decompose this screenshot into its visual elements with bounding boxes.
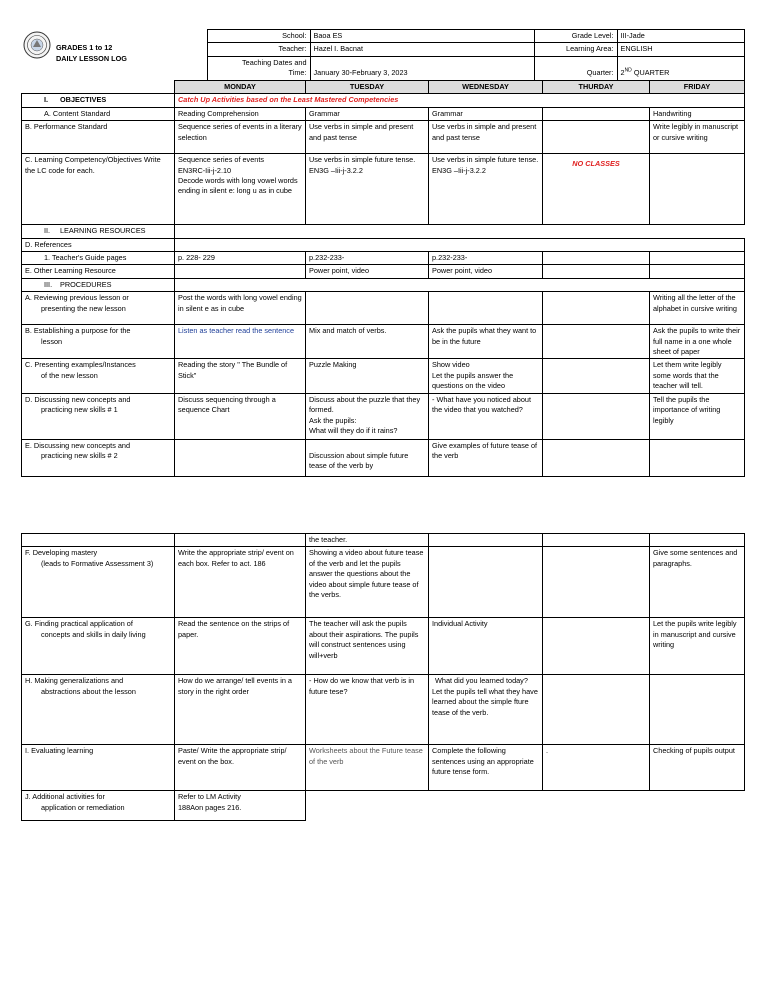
- objectives-label: OBJECTIVES: [60, 95, 107, 105]
- proc-h-wed-line2: Let the pupils tell what they have learned about the simple fture tease of the verb.: [432, 686, 538, 717]
- proc-j-label: [22, 791, 175, 821]
- proc-i-wed: Complete the following sentences using an appropriate future tense form.: [429, 745, 543, 791]
- proc-d-tue-line1: Discuss about the puzzle that they formed.: [309, 394, 421, 415]
- objectives-num: I.: [44, 95, 49, 105]
- proc-g-mon: Read the sentence on the strips of paper.: [175, 618, 306, 675]
- proc-h-mon: How do we arrange/ tell events in a story in the right order: [175, 675, 306, 745]
- proc-a-label-line1: A. Reviewing previous lesson or: [25, 293, 129, 303]
- day-monday: MONDAY: [175, 81, 306, 94]
- lesson-log-table-page1: [21, 80, 745, 477]
- procedures-num: III.: [44, 279, 53, 289]
- day-thursday: THURDAY: [543, 81, 650, 94]
- tg-pages-mon: p. 228- 229: [175, 252, 306, 265]
- no-classes-note: NO CLASSES: [543, 154, 650, 225]
- performance-standard-tue: Use verbs in simple and present and past tense: [306, 121, 429, 154]
- content-standard-mon: Reading Comprehension: [175, 107, 306, 120]
- performance-standard-wed: Use verbs in simple and present and past tense: [429, 121, 543, 154]
- proc-c-mon: Reading the story " The Bundle of Stick": [175, 359, 306, 393]
- dates-label: [207, 56, 310, 80]
- proc-f-fri: Give some sentences and paragraphs.: [650, 547, 745, 618]
- quarter-label: Quarter:: [534, 56, 617, 80]
- tg-pages-label: 1. Teacher's Guide pages: [22, 252, 175, 265]
- day-friday: FRIDAY: [650, 81, 745, 94]
- proc-c-tue: Puzzle Making: [306, 359, 429, 393]
- proc-j-mon: [175, 791, 306, 821]
- proc-h-label: [22, 675, 175, 745]
- proc-c-label-line1: C. Presenting examples/Instances: [25, 360, 136, 370]
- day-tuesday: TUESDAY: [306, 81, 429, 94]
- proc-d-tue-line2: Ask the pupils:: [309, 415, 357, 425]
- proc-e-tue: Discussion about simple future tease of the verb by: [306, 439, 429, 476]
- competency-mon-code: EN3RC-Iii-j-2.10: [178, 165, 232, 175]
- competency-tue-line1: Use verbs in simple future tense.: [309, 155, 416, 165]
- proc-b-fri: Ask the pupils to write their full name in a one whole sheet of paper: [650, 325, 745, 359]
- proc-g-label: [22, 618, 175, 675]
- quarter-number: 2: [620, 68, 625, 78]
- proc-a-label-line2: presenting the new lesson: [41, 303, 126, 313]
- proc-c-label: [22, 359, 175, 393]
- proc-f-label: [22, 547, 175, 618]
- content-standard-thu: [543, 107, 650, 120]
- proc-d-tue: [306, 393, 429, 439]
- proc-e-label-line1: E. Discussing new concepts and: [25, 440, 131, 450]
- dates-label-line2: Time:: [288, 68, 307, 78]
- proc-j-mon-line2: 188Aon pages 216.: [178, 802, 242, 812]
- proc-f-mon: Write the appropriate strip/ event on each box. Refer to act. 186: [175, 547, 306, 618]
- resources-label: LEARNING RESOURCES: [60, 226, 146, 236]
- proc-j-label-line2: application or remediation: [41, 802, 125, 812]
- dates-label-line1: Teaching Dates and: [242, 57, 307, 67]
- competency-mon-line3: Decode words with long vowel words ending in silent e: long u as in cube: [178, 176, 298, 196]
- proc-j-label-line1: J. Additional activities for: [25, 792, 105, 802]
- proc-h-wed: [429, 675, 543, 745]
- proc-g-wed: Individual Activity: [429, 618, 543, 675]
- learning-area-value: ENGLISH: [617, 43, 744, 56]
- proc-a-label: [22, 292, 175, 325]
- school-value: Baoa ES: [310, 30, 534, 43]
- proc-e-tue-continued: the teacher.: [306, 534, 429, 547]
- proc-c-wed-line1: Show video: [432, 360, 470, 370]
- proc-f-tue: Showing a video about future tease of the verb and let the pupils answer the questions about the video about simple future tease of the verbs.: [306, 547, 429, 618]
- teacher-label: Teacher:: [207, 43, 310, 56]
- proc-e-label-line2: practicing new skills # 2: [41, 451, 118, 461]
- quarter-suffix: ND: [624, 67, 632, 74]
- objectives-note: Catch Up Activities based on the Least Mastered Competencies: [175, 94, 745, 107]
- competency-mon: [175, 154, 306, 225]
- objectives-heading: [22, 94, 175, 107]
- proc-c-fri: Let them write legibly some words that the teacher will tell.: [650, 359, 745, 393]
- content-standard-tue: Grammar: [306, 107, 429, 120]
- proc-b-label-line2: lesson: [41, 336, 63, 346]
- proc-g-fri: Let the pupils write legibly in manuscript and cursive writing: [650, 618, 745, 675]
- other-resources-wed: Power point, video: [429, 265, 543, 278]
- quarter-text: QUARTER: [631, 68, 670, 78]
- tg-pages-tue: p.232-233-: [306, 252, 429, 265]
- proc-i-mon: Paste/ Write the appropriate strip/ event on the box.: [175, 745, 306, 791]
- proc-i-tue: Worksheets about the Future tease of the verb: [306, 745, 429, 791]
- other-resources-tue: Power point, video: [306, 265, 429, 278]
- proc-i-thu: .: [543, 745, 650, 791]
- proc-d-fri: Tell the pupils the importance of writing legibly: [650, 393, 745, 439]
- proc-a-fri: Writing all the letter of the alphabet in cursive writing: [650, 292, 745, 325]
- proc-d-mon: Discuss sequencing through a sequence Chart: [175, 393, 306, 439]
- school-label: School:: [207, 30, 310, 43]
- proc-i-fri: Checking of pupils output: [650, 745, 745, 791]
- other-resources-label: E. Other Learning Resource: [22, 265, 175, 278]
- content-standard-fri: Handwriting: [650, 107, 745, 120]
- procedures-heading: [22, 278, 175, 291]
- competency-mon-line1: Sequence series of events: [178, 155, 264, 165]
- teacher-value: Hazel I. Bacnat: [310, 43, 534, 56]
- proc-c-wed-line2: Let the pupils answer the questions on the video: [432, 370, 514, 391]
- performance-standard-label: B. Performance Standard: [22, 121, 175, 154]
- proc-d-label: [22, 393, 175, 439]
- content-standard-wed: Grammar: [429, 107, 543, 120]
- resources-heading: [22, 225, 175, 238]
- competency-wed: [429, 154, 543, 225]
- proc-h-fri: [650, 675, 745, 745]
- proc-h-label-line2: abstractions about the lesson: [41, 686, 136, 696]
- grade-level-label: Grade Level:: [534, 30, 617, 43]
- competency-wed-code: EN3G –Iii-j-3.2.2: [432, 165, 486, 175]
- competency-tue-code: EN3G –Iii-j-3.2.2: [309, 165, 363, 175]
- proc-b-label: [22, 325, 175, 359]
- proc-f-label-line1: F. Developing mastery: [25, 548, 98, 558]
- performance-standard-fri: Write legibly in manuscript or cursive writing: [650, 121, 745, 154]
- grade-level-value: III-Jade: [617, 30, 744, 43]
- learning-area-label: Learning Area:: [534, 43, 617, 56]
- competency-fri: [650, 154, 745, 225]
- day-wednesday: WEDNESDAY: [429, 81, 543, 94]
- procedures-label: PROCEDURES: [60, 279, 112, 289]
- tg-pages-wed: p.232-233-: [429, 252, 543, 265]
- proc-d-label-line1: D. Discussing new concepts and: [25, 394, 131, 404]
- proc-b-tue: Mix and match of verbs.: [306, 325, 429, 359]
- grade-title: GRADES 1 to 12: [56, 43, 113, 52]
- performance-standard-thu: [543, 121, 650, 154]
- header-table: [21, 29, 745, 81]
- content-standard-label: A. Content Standard: [22, 107, 175, 120]
- references-label: D. References: [22, 238, 175, 251]
- proc-d-tue-line3: What will they do if it rains?: [309, 425, 398, 435]
- performance-standard-mon: Sequence series of events in a literary selection: [175, 121, 306, 154]
- proc-g-label-line2: concepts and skills in daily living: [41, 629, 146, 639]
- dates-value: January 30-February 3, 2023: [310, 56, 534, 80]
- proc-c-label-line2: of the new lesson: [41, 370, 98, 380]
- proc-b-mon: Listen as teacher read the sentence: [175, 325, 306, 359]
- proc-j-mon-line1: Refer to LM Activity: [178, 792, 241, 802]
- proc-i-label: I. Evaluating learning: [22, 745, 175, 791]
- proc-e-wed: Give examples of future tease of the verb: [429, 439, 543, 476]
- proc-d-wed: - What have you noticed about the video that you watched?: [429, 393, 543, 439]
- proc-h-wed-line1: What did you learned today?: [435, 676, 528, 686]
- proc-b-label-line1: B. Establishing a purpose for the: [25, 326, 131, 336]
- proc-a-mon: Post the words with long vowel ending in silent e as in cube: [175, 292, 306, 325]
- proc-g-tue: The teacher will ask the pupils about their aspirations. The pupils will construct sentences using will+verb: [306, 618, 429, 675]
- proc-c-wed: [429, 359, 543, 393]
- dll-title: DAILY LESSON LOG: [56, 54, 127, 63]
- competency-tue: [306, 154, 429, 225]
- proc-d-label-line2: practicing new skills # 1: [41, 405, 118, 415]
- lesson-log-table-page2: [21, 533, 745, 821]
- proc-e-label: [22, 439, 175, 476]
- proc-h-label-line1: H. Making generalizations and: [25, 676, 124, 686]
- proc-g-label-line1: G. Finding practical application of: [25, 619, 133, 629]
- resources-num: II.: [44, 226, 51, 236]
- competency-wed-line1: Use verbs in simple future tense.: [432, 155, 539, 165]
- competency-label: C. Learning Competency/Objectives Write the LC code for each.: [22, 154, 175, 225]
- quarter-value: [617, 56, 744, 80]
- proc-f-label-line2: (leads to Formative Assessment 3): [41, 558, 154, 568]
- proc-b-wed: Ask the pupils what they want to be in the future: [429, 325, 543, 359]
- proc-h-tue: - How do we know that verb is in future tese?: [306, 675, 429, 745]
